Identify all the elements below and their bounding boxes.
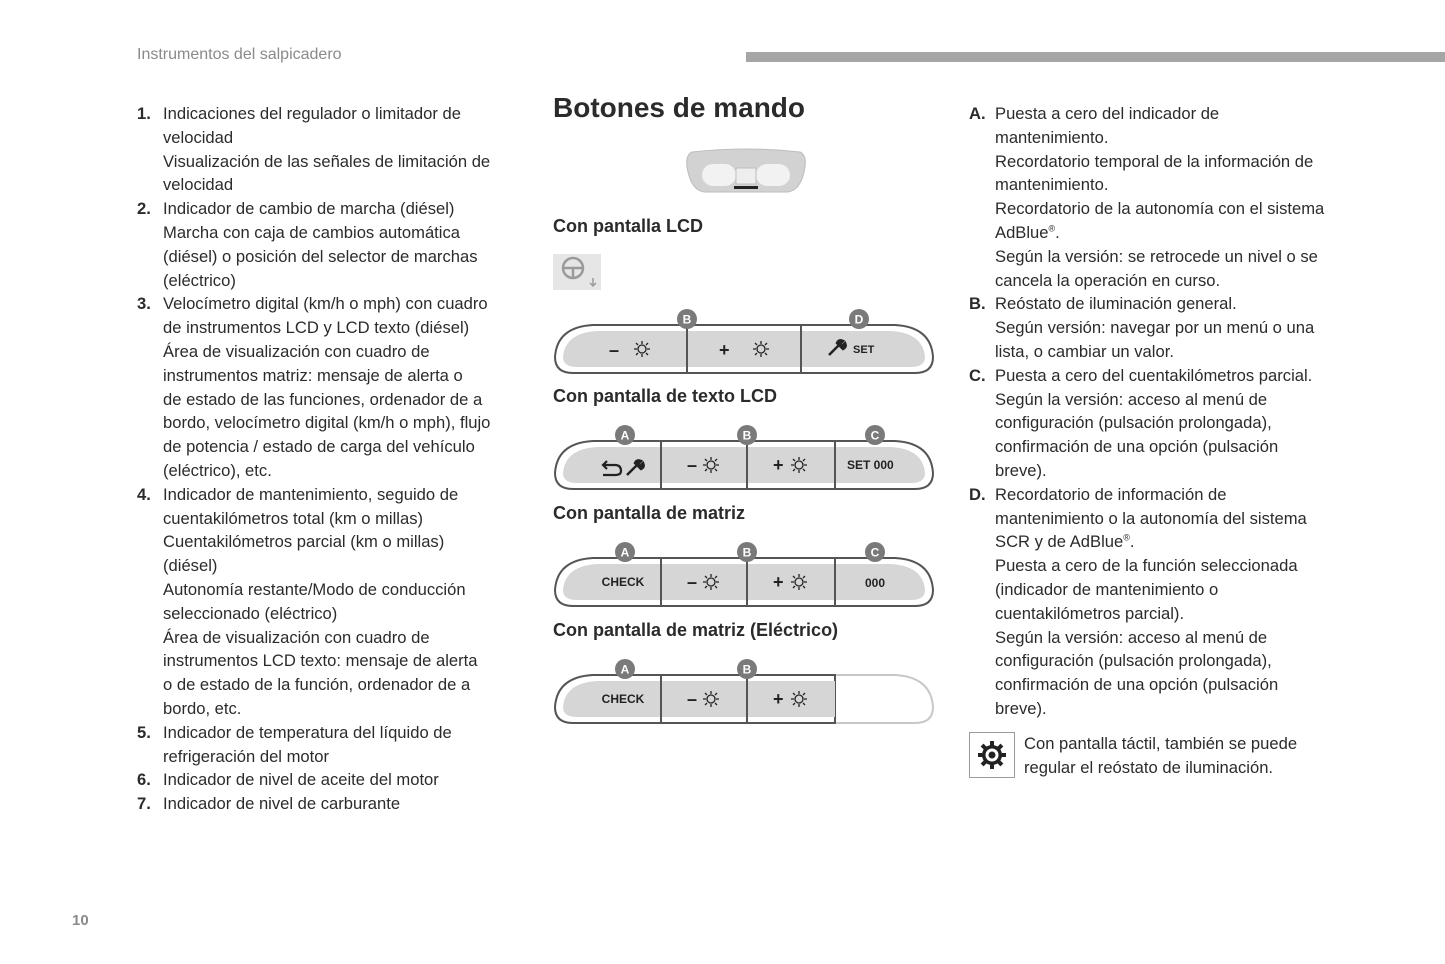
item-line: velocidad [163, 175, 234, 195]
item-line: mantenimiento. [995, 175, 1109, 195]
list-item-d [969, 483, 1369, 721]
note-line: regular el reóstato de iluminación. [1024, 757, 1274, 777]
right-list [969, 102, 1369, 721]
item-line: Indicador de mantenimiento, seguido de [163, 484, 459, 504]
button-set-label: SET [853, 344, 875, 356]
label-b: B [742, 662, 752, 677]
button-plus [719, 340, 730, 360]
page-number: 10 [72, 912, 89, 929]
button-minus-label: – [687, 455, 698, 475]
label-a: A [620, 545, 630, 560]
item-line: Según versión: navegar por un menú o una [995, 318, 1315, 338]
subhead-matrix-electric: Con pantalla de matriz (Eléctrico) [553, 620, 839, 640]
item-line: Indicador de nivel de carburante [163, 794, 401, 814]
item-line: Indicaciones del regulador o limitador de [163, 104, 461, 123]
label-a-badge [615, 659, 635, 679]
label-b: B [742, 545, 752, 560]
subhead-text-lcd: Con pantalla de texto LCD [553, 386, 778, 406]
button-minus-label: – [687, 572, 698, 592]
item-line: instrumentos matriz: mensaje de alerta o [163, 365, 463, 385]
button-check-label: CHECK [601, 575, 645, 589]
item-line: lista, o cambiar un valor. [995, 341, 1174, 361]
label-b-badge [677, 309, 697, 329]
item-line: mantenimiento o la autonomía del sistema [995, 508, 1307, 528]
item-line: Puesta a cero de la función seleccionada [995, 556, 1298, 576]
list-item-b [969, 292, 1369, 363]
item-line: Según la versión: acceso al menú de [995, 627, 1268, 647]
list-item-4 [137, 483, 527, 721]
subhead-lcd: Con pantalla LCD [553, 216, 704, 236]
item-line: de instrumentos LCD y LCD texto (diésel) [163, 318, 470, 338]
item-line-adblue: AdBlue®. [995, 222, 1060, 242]
section-title: Botones de mando [553, 92, 806, 123]
item-number: 2. [137, 199, 151, 219]
item-number: 6. [137, 770, 151, 790]
label-b-badge [737, 425, 757, 445]
item-number: 1. [137, 104, 151, 123]
item-line: Visualización de las señales de limitación de [163, 151, 491, 171]
item-line: breve). [995, 460, 1047, 480]
item-line: breve). [995, 698, 1047, 718]
label-b-badge [737, 542, 757, 562]
button-set-000-label: SET 000 [847, 458, 894, 472]
button-000-label: 000 [864, 576, 886, 590]
item-line: Recordatorio temporal de la información de [995, 151, 1314, 171]
note-text [1024, 732, 1344, 780]
header-title: Instrumentos del salpicadero [137, 46, 342, 63]
label-b-badge [737, 659, 757, 679]
header-bar [746, 52, 1445, 62]
dashboard-illustration [684, 146, 808, 194]
label-b: B [682, 312, 692, 327]
item-line: confirmación de una opción (pulsación [995, 437, 1279, 457]
item-line: cuentakilómetros total (km o millas) [163, 508, 424, 528]
item-line: Indicador de cambio de marcha (diésel) [163, 199, 455, 219]
item-line: Reóstato de iluminación general. [995, 294, 1237, 314]
item-line: de potencia / estado de carga del vehículo [163, 437, 475, 457]
control-panel-matrix [553, 540, 935, 612]
item-letter: A. [969, 104, 986, 123]
item-line: cuentakilómetros parcial). [995, 603, 1185, 623]
item-line: Área de visualización con cuadro de [163, 341, 430, 361]
item-line-adblue: SCR y de AdBlue®. [995, 532, 1135, 552]
item-line: Cuentakilómetros parcial (km o millas) [163, 532, 445, 552]
button-minus [609, 340, 619, 360]
item-line: (diésel) o posición del selector de marchas [163, 246, 478, 266]
item-line: (indicador de mantenimiento o [995, 579, 1219, 599]
item-number: 7. [137, 794, 151, 814]
label-d-badge [849, 309, 869, 329]
label-c-badge [865, 425, 885, 445]
steering-wheel-icon [553, 254, 601, 290]
item-line: velocidad [163, 127, 234, 147]
item-line: de estado de las funciones, ordenador de a [163, 389, 483, 409]
list-item-1 [137, 102, 527, 197]
button-check-label: CHECK [601, 692, 645, 706]
item-line: mantenimiento. [995, 127, 1109, 147]
registered-mark: ® [1048, 223, 1056, 234]
item-line: Recordatorio de información de [995, 484, 1227, 504]
control-panel-matrix-electric [553, 657, 935, 729]
item-letter: B. [969, 294, 986, 314]
registered-mark: ® [1123, 532, 1130, 543]
item-line: bordo, velocímetro digital (km/h o mph), flujo [163, 413, 491, 433]
label-a: A [620, 662, 630, 677]
item-line: Indicador de temperatura del líquido de [163, 722, 452, 742]
button-plus-label: + [773, 689, 784, 709]
label-a-badge [615, 425, 635, 445]
item-letter: C. [969, 365, 986, 385]
item-line: bordo, etc. [163, 698, 242, 718]
item-number: 3. [137, 294, 151, 314]
item-line: seleccionado (eléctrico) [163, 603, 338, 623]
item-line: Puesta a cero del cuentakilómetros parcial. [995, 365, 1313, 385]
gear-icon [976, 739, 1008, 771]
button-plus-label: + [773, 455, 784, 475]
button-plus-label: + [773, 572, 784, 592]
label-c: C [870, 545, 880, 560]
item-line: (eléctrico), etc. [163, 460, 272, 480]
item-line: Recordatorio de la autonomía con el sistema [995, 199, 1325, 219]
item-line: Marcha con caja de cambios automática [163, 222, 460, 242]
item-line: o de estado de la función, ordenador de a [163, 675, 471, 695]
label-b: B [742, 428, 752, 443]
item-line: Puesta a cero del indicador de [995, 104, 1220, 123]
item-line: instrumentos LCD texto: mensaje de alerta [163, 651, 478, 671]
item-line: configuración (pulsación prolongada), [995, 651, 1272, 671]
label-c: C [870, 428, 880, 443]
button-minus-label: – [609, 340, 620, 360]
item-line: Velocímetro digital (km/h o mph) con cuadro [163, 294, 488, 314]
item-line: (eléctrico) [163, 270, 236, 290]
list-item-6 [137, 768, 527, 792]
note-line: Con pantalla táctil, también se puede [1024, 734, 1298, 753]
item-line: confirmación de una opción (pulsación [995, 675, 1279, 695]
list-item-2 [137, 197, 527, 292]
item-letter: D. [969, 484, 986, 504]
control-panel-text-lcd [553, 423, 935, 495]
list-item-c [969, 364, 1369, 483]
list-item-3 [137, 292, 527, 482]
item-line: Autonomía restante/Modo de conducción [163, 579, 466, 599]
left-list [137, 102, 527, 816]
label-a: A [620, 428, 630, 443]
item-line: Según la versión: acceso al menú de [995, 389, 1268, 409]
subhead-matrix: Con pantalla de matriz [553, 503, 746, 523]
button-plus-label: + [719, 340, 730, 360]
item-line: (diésel) [163, 556, 218, 576]
label-c-badge [865, 542, 885, 562]
item-line: cancela la operación en curso. [995, 270, 1221, 290]
item-line: configuración (pulsación prolongada), [995, 413, 1272, 433]
button-minus-label: – [687, 689, 698, 709]
item-line: Área de visualización con cuadro de [163, 627, 430, 647]
item-line: Indicador de nivel de aceite del motor [163, 770, 439, 790]
item-line: refrigeración del motor [163, 746, 330, 766]
list-item-a [969, 102, 1369, 292]
label-d: D [854, 312, 864, 327]
item-number: 5. [137, 722, 151, 742]
item-number: 4. [137, 484, 151, 504]
label-a-badge [615, 542, 635, 562]
control-panel-lcd [553, 307, 935, 379]
item-line: Según la versión: se retrocede un nivel o se [995, 246, 1318, 266]
note-icon-box [969, 732, 1015, 778]
list-item-5 [137, 721, 527, 769]
list-item-7 [137, 792, 527, 816]
